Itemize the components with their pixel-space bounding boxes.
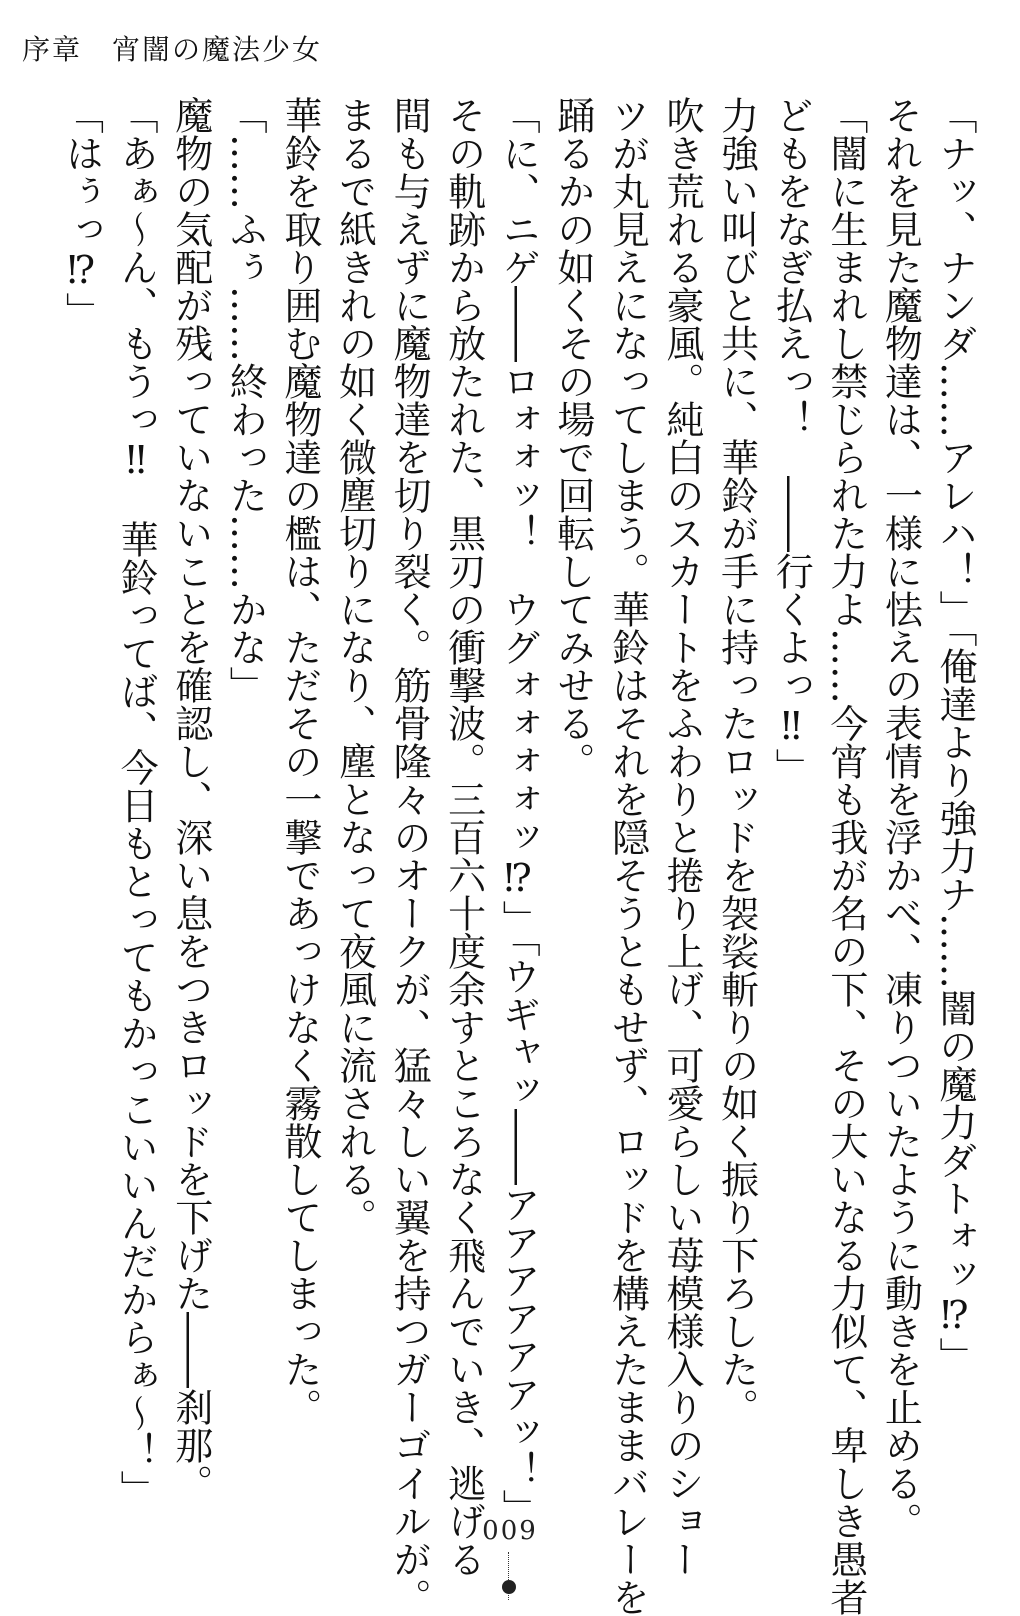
text-line: 間も与えずに魔物達を切り裂く。筋骨隆々のオークが、猛々しい翼を持つガーゴイルが。	[387, 96, 432, 1616]
text-line: 踊るかの如くその場で回転してみせる。	[550, 96, 595, 780]
text-line: 力強い叫びと共に、華鈴が手に持ったロッドを袈裟斬りの如く振り下ろした。	[714, 96, 759, 1426]
text-line: 魔物の気配が残っていないことを確認し、深い息をつきロッドを下げた――刹那。	[168, 96, 213, 1502]
text-line: 「あぁ～ん、もうっ‼ 華鈴ってば、今日もとってもかっこいいんだからぁ～！」	[114, 96, 159, 1508]
chapter-header: 序章 宵闇の魔法少女	[22, 33, 323, 66]
folio-ornament	[502, 1552, 516, 1600]
page-number: 009	[482, 1516, 538, 1546]
text-line: 「闇に生まれし禁じられた力よ……今宵も我が名の下、その大いなる力似て、卑しき愚者	[823, 96, 868, 1616]
text-line: まるで紙きれの如く微塵切りになり、塵となって夜風に流される。	[332, 96, 377, 1236]
text-line: それを見た魔物達は、一様に怯えの表情を浮かべ、凍りついたように動きを止める。	[878, 96, 923, 1540]
text-line: 「ナッ、ナンダ……アレハ！」「俺達より強力ナ……闇の魔力ダトォッ⁉」	[933, 96, 977, 1375]
text-line: 「……ふぅ……終わった……かな」	[223, 96, 268, 704]
text-line: ツが丸見えになってしまう。華鈴はそれを隠そうともせず、ロッドを構えたままバレーを	[605, 96, 650, 1616]
text-line: その軌跡から放たれた、黒刃の衝撃波。三百六十度余すところなく飛んでいき、逃げる	[441, 96, 486, 1578]
text-line: どもをなぎ払えっ！ ――行くよっ‼」	[769, 96, 814, 786]
text-line: 「はぅっ⁉」	[59, 96, 104, 330]
folio-dot	[502, 1580, 516, 1594]
text-line: 「に、ニゲ――ロォォッ！ ウグォォォォッ⁉」「ウギャッ――アアアアアアッ！」	[496, 96, 541, 1527]
text-line: 華鈴を取り囲む魔物達の檻は、ただその一撃であっけなく霧散してしまった。	[277, 96, 322, 1426]
text-line: 吹き荒れる豪風。純白のスカートをふわりと捲り上げ、可愛らしい苺模様入りのショー	[660, 96, 705, 1578]
